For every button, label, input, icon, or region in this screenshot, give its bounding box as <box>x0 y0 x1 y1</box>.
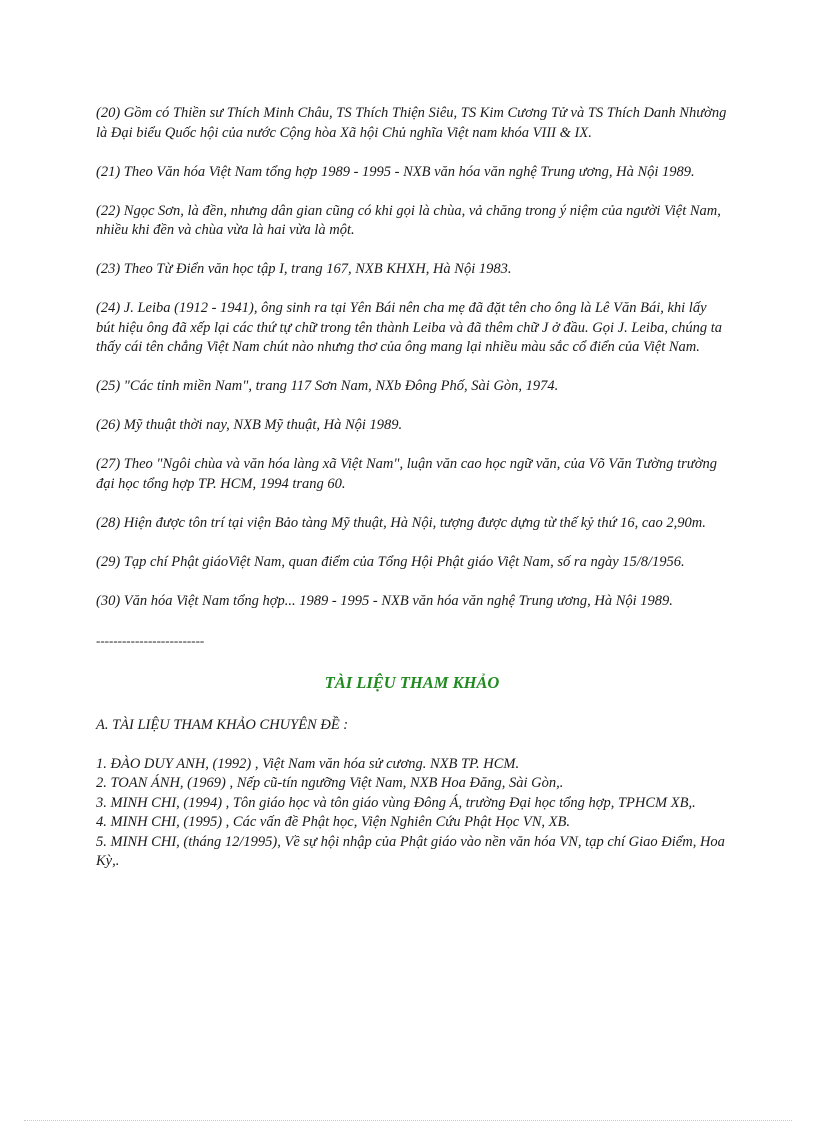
footnote-24: (24) J. Leiba (1912 - 1941), ông sinh ra tại Yên Bái nên cha mẹ đã đặt tên cho ông là Lê Văn Bái, khi lấy bút hiệu ông đã xếp lại các thứ tự chữ trong tên thành Leiba và đã thêm chữ J ở đầu. Gọi J. Leiba, chúng ta thấy cái tên chẳng Việt Nam chút nào nhưng thơ của ông mang lại nhiều màu sắc cổ điển của Việt Nam. <box>96 300 722 355</box>
footnote-20: (20) Gồm có Thiền sư Thích Minh Châu, TS Thích Thiện Siêu, TS Kim Cương Tử và TS Thích Danh Nhường là Đại biểu Quốc hội của nước Cộng hòa Xã hội Chủ nghĩa Việt nam khóa VIII & IX. <box>96 105 727 141</box>
reference-item-2: 2. TOAN ÁNH, (1969) , Nếp cũ-tín ngưỡng Việt Nam, NXB Hoa Đăng, Sài Gòn,. <box>96 775 564 791</box>
footnote-27: (27) Theo "Ngôi chùa và văn hóa làng xã Việt Nam", luận văn cao học ngữ văn, của Võ Văn Tường trường đại học tổng hợp TP. HCM, 1994 trang 60. <box>96 456 717 492</box>
page-bottom-border <box>24 1120 792 1121</box>
document-page <box>96 104 728 872</box>
reference-item-3: 3. MINH CHI, (1994) , Tôn giáo học và tôn giáo vùng Đông Á, trường Đại học tổng hợp, TPHCM XB,. <box>96 794 696 811</box>
footnote-29: (29) Tạp chí Phật giáoViệt Nam, quan điểm của Tổng Hội Phật giáo Việt Nam, số ra ngày 15/8/1956. <box>96 553 685 570</box>
footnote-25: (25) "Các tỉnh miền Nam", trang 117 Sơn Nam, NXb Đông Phố, Sài Gòn, 1974. <box>96 378 559 394</box>
dashed-divider: ------------------------- <box>96 632 205 648</box>
footnotes-section <box>96 104 728 611</box>
reference-item-1: 1. ĐÀO DUY ANH, (1992) , Việt Nam văn hóa sử cương. NXB TP. HCM. <box>96 755 520 772</box>
references-heading: TÀI LIỆU THAM KHẢO <box>324 672 500 692</box>
footnote-26: (26) Mỹ thuật thời nay, NXB Mỹ thuật, Hà Nội 1989. <box>96 417 403 433</box>
reference-item-5: 5. MINH CHI, (tháng 12/1995), Về sự hội nhập của Phật giáo vào nền văn hóa VN, tạp chí Giao Điểm, Hoa Kỳ,. <box>96 833 725 869</box>
footnote-22: (22) Ngọc Sơn, là đền, nhưng dân gian cũng có khi gọi là chùa, vả chăng trong ý niệm của người Việt Nam, nhiều khi đền và chùa vừa là hai vừa là một. <box>96 202 721 238</box>
footnote-23: (23) Theo Từ Điển văn học tập I, trang 167, NXB KHXH, Hà Nội 1983. <box>96 261 512 277</box>
references-list <box>96 755 728 872</box>
references-subtitle: A. TÀI LIỆU THAM KHẢO CHUYÊN ĐỀ : <box>96 716 349 733</box>
reference-item-4: 4. MINH CHI, (1995) , Các vấn đề Phật học, Viện Nghiên Cứu Phật Học VN, XB. <box>96 814 570 830</box>
footnote-21: (21) Theo Văn hóa Việt Nam tổng hợp 1989 - 1995 - NXB văn hóa văn nghệ Trung ương, Hà Nội 1989. <box>96 163 695 180</box>
footnote-28: (28) Hiện được tôn trí tại viện Bảo tàng Mỹ thuật, Hà Nội, tượng được dựng từ thế kỷ thứ 16, cao 2,90m. <box>96 514 706 531</box>
footnote-30: (30) Văn hóa Việt Nam tổng hợp... 1989 - 1995 - NXB văn hóa văn nghệ Trung ương, Hà Nội 1989. <box>96 592 673 609</box>
